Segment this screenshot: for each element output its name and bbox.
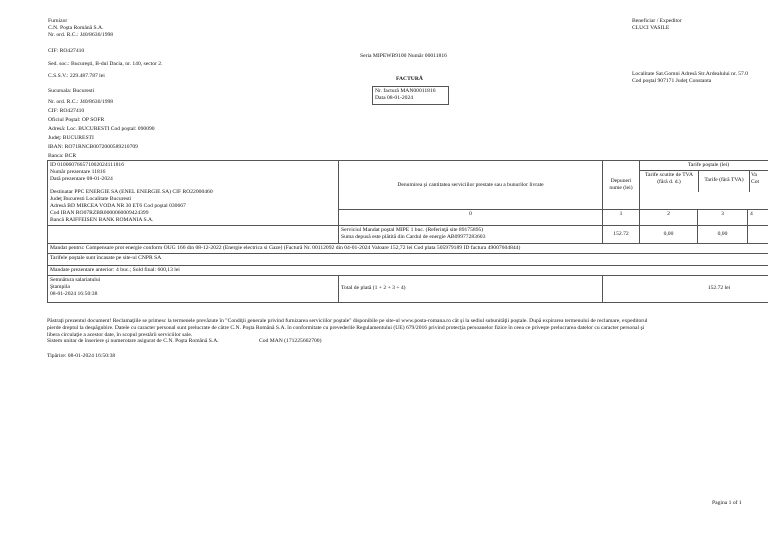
legal-line-1: Păstraţi prezentul document! Reclamaţiile se primesc la termenele prevăzute în "Condiţii generale privind furnizarea serviciilor poştale" disponibile pe site-ul www.posta-romana.ro cât şi la sediul subunităţii poştale. După expirarea termenului de reclamare, expeditorul	[47, 318, 648, 324]
supplier-reg: Nr. ord. R.C.: J40/8636/1998	[48, 31, 114, 38]
header-tariffs: Tarife poştale (lei)	[640, 161, 768, 171]
total-value: 152.72 lei	[603, 275, 768, 302]
invoice-table	[47, 160, 768, 303]
col-index-1: 1	[603, 210, 640, 225]
header-tariffs-group	[640, 161, 768, 210]
supplier-seat: Sed. soc.: Bucureşti, B-dul Dacia, nr. 140, sector 2.	[48, 61, 163, 67]
recipient-line-4: Cod IBAN RO07RZBR0000060009424399	[50, 209, 149, 216]
invoice-date: Data 08-01-2024	[375, 94, 414, 101]
branch-name: Sucursala: Bucuresti	[48, 88, 95, 94]
supplier-name: C.N. Poşta Română S.A.	[48, 24, 104, 31]
service-line-1: Serviciul Mandat poştal MIPE 1 buc. (Referinţă site 89175895)	[341, 226, 484, 233]
man-code: Cod MAN (171225662700)	[259, 338, 322, 344]
col-index-3: 3	[698, 210, 748, 225]
supplier-block	[48, 18, 113, 39]
mandate-note: Mandat pentru: Compensare prot energie conform OUG 166 din 08-12-2022 (Energie electrica si Gaze) (Factură Nr. 00112092 din 04-01-2024 Valoare 152,72 lei Cod plata 505979189 ID factura 49007604844)	[48, 243, 768, 253]
header-exempt: Tarife scutite de TVA (fără d. d.)	[640, 171, 699, 192]
system-notice: Sistem unitar de înseriere şi numerotare asigurat de C.N. Poşta Română S.A.	[47, 338, 219, 344]
supplier-capital: C.S.S.V.: 229.487.787 lei	[48, 73, 105, 79]
exempt-value: 0,00	[640, 225, 698, 243]
col-index-0: 0	[339, 210, 603, 225]
branch-iban: IBAN: RO71RNCB0072000589210709	[48, 144, 138, 150]
legal-line-3: libera circulaţie a acestor date, în scopul prestării serviciilor sale.	[47, 331, 193, 338]
header-services: Denumirea şi cantitatea serviciilor prestate sau a bunurilor livrate	[339, 161, 603, 210]
presentation-id: ID 010060766571002024111816	[50, 162, 125, 168]
presentation-cell	[48, 161, 339, 226]
invoice-number: Nr. factură MAN00011816	[375, 88, 436, 94]
invoice-number-box	[372, 86, 449, 105]
branch-address: Adresă: Loc. BUCURESTI Cod poştal: 090090	[48, 126, 155, 132]
signature-label: Semnătura salariatului	[50, 276, 101, 283]
header-va-cot	[750, 171, 768, 192]
col-index-4: 4	[748, 210, 768, 225]
beneficiary-locality: Localitate Sat.Gomni Adresă Str.Ardealului nr. 57.0	[632, 71, 749, 77]
recipient-line-1: Destinatar PPC ENERGIE SA (ENEL ENERGIE SA) CIF RO22000460	[50, 188, 213, 195]
branch-bank: Banca: BCR	[48, 153, 77, 159]
presentation-date: Dată prezentare 08-01-2024	[50, 175, 113, 182]
tariffs-note: Tarifele poştale sunt încasate pe site-ul CNPR SA	[48, 253, 768, 265]
header-novat: Tarife (fără TVA)	[699, 171, 750, 192]
beneficiary-heading: Beneficiar / Expeditor	[632, 18, 682, 24]
branch-county: Judeţ: BUCURESTI	[48, 135, 94, 141]
novat-value: 0,00	[698, 225, 748, 243]
total-label: Total de plată (1 + 2 + 3 + 4)	[339, 275, 603, 302]
legal-notice	[47, 318, 648, 339]
branch-details	[48, 98, 155, 161]
invoice-title: FACTURĂ	[396, 76, 423, 82]
header-deposits: Depuneri nume (lei)	[603, 161, 640, 210]
page-number: Pagina 1 of 1	[712, 500, 742, 506]
col-index-2: 2	[640, 210, 698, 225]
branch-office: Oficiul Poştal: OP SOFR	[48, 117, 105, 123]
branch-block	[48, 88, 94, 95]
service-line-2: Suma depusă este plătită din Cardul de energie AB09977283603	[341, 233, 486, 240]
beneficiary-name: CLUCI VASILE	[632, 24, 670, 31]
branch-cif: CIF: RO427410	[48, 108, 85, 114]
beneficiary-block	[632, 18, 682, 32]
supplier-cif: CIF: RO427410	[48, 48, 85, 54]
branch-reg: Nr. ord. R.C.: J40/8636/1998	[48, 99, 114, 105]
previous-mandates: Mandate prezentare anterior: 4 buc.; Sold final: 600,13 lei	[48, 265, 768, 275]
deposit-value: 152.72	[603, 225, 640, 243]
recipient-line-2: Judeţ Bucuresti Localitate Bucuresti	[50, 195, 132, 202]
beneficiary-address	[632, 71, 748, 85]
recipient-line-5: Bancă RAIFFEISEN BANK ROMANIA S.A.	[50, 216, 154, 223]
supplier-heading: Furnizor	[48, 18, 68, 24]
header-va: Va	[751, 171, 757, 178]
presentation-number: Număr prezentare 11816	[50, 168, 106, 175]
invoice-series: Seria MIPEWB9100 Număr 00011816	[360, 53, 447, 59]
signature-timestamp: 08-01-2024 16:50:38	[50, 290, 98, 297]
legal-line-2: pierde dreptul la despăgubire. Datele cu caracter personal sunt prelucrate de către C.N. Poşta Română S.A. în conformitate cu prevederile Regulamentului (UE) 679/2016 privind protecţia persoanelor fizice în ceea ce priveşte prelucrarea datelor cu caracter personal şi	[47, 324, 645, 331]
beneficiary-postal: Cod poştal 907171 Judeţ Constanta	[632, 77, 712, 84]
header-cot: Cot	[751, 178, 760, 185]
signature-cell	[48, 275, 339, 302]
stamp-label: Ştampila	[50, 283, 70, 290]
service-cell	[339, 225, 603, 243]
print-timestamp: Tipărire: 08-01-2024 16:50:38	[47, 353, 116, 359]
recipient-line-3: Adresă BD MIRCEA VODA NR 30 ET6 Cod poştal 030667	[50, 202, 186, 209]
